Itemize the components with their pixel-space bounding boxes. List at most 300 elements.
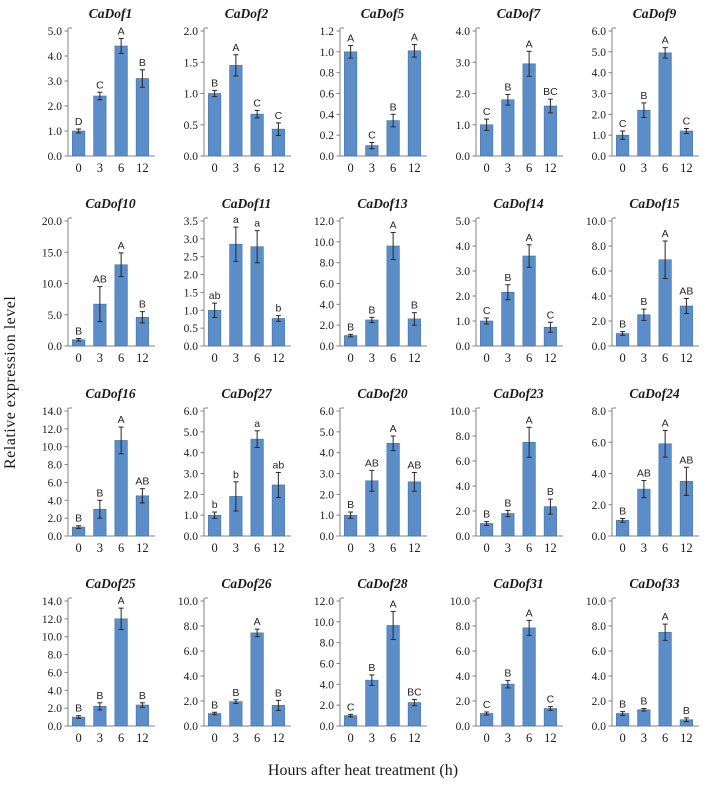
y-tick-label: 2.0 <box>47 101 62 113</box>
x-tick-label: 6 <box>662 541 669 555</box>
y-tick-label: 10.0 <box>41 441 62 454</box>
x-tick-label: 0 <box>75 161 82 175</box>
x-tick-label: 6 <box>390 351 397 365</box>
x-tick-label: 3 <box>368 731 375 745</box>
y-tick-label: 0.5 <box>183 119 198 132</box>
x-axis-label: Hours after heat treatment (h) <box>267 762 459 779</box>
x-tick-label: 3 <box>640 541 647 555</box>
x-tick-label: 12 <box>272 351 285 365</box>
y-tick-label: 2.0 <box>183 696 198 708</box>
y-tick-label: 1.0 <box>183 305 198 318</box>
bar <box>659 53 672 156</box>
x-tick-label: 6 <box>254 161 261 175</box>
bar <box>480 321 493 346</box>
bar <box>387 443 400 536</box>
bar <box>272 319 285 347</box>
chart-title: CaDof13 <box>357 196 408 211</box>
chart-title: CaDof20 <box>357 386 408 401</box>
chart-title: CaDof33 <box>629 576 680 591</box>
y-tick-label: 2.0 <box>591 109 606 122</box>
y-tick-label: 0.0 <box>319 531 334 543</box>
y-tick-label: 2.0 <box>183 489 198 502</box>
bar <box>251 114 264 156</box>
chart-title: CaDof1 <box>88 6 133 21</box>
sig-letter: B <box>640 89 648 102</box>
x-tick-label: 0 <box>483 161 490 175</box>
y-tick-label: 1.0 <box>319 510 334 523</box>
chart-title: CaDof16 <box>85 386 136 401</box>
x-tick-label: 6 <box>526 541 533 555</box>
sig-letter: A <box>661 611 669 624</box>
bar <box>115 619 128 726</box>
x-tick-label: 0 <box>211 161 218 175</box>
sig-letter: B <box>389 101 397 114</box>
chart-title: CaDof25 <box>85 576 136 591</box>
sig-letter: b <box>232 468 239 481</box>
y-tick-label: 3.0 <box>455 266 470 278</box>
chart-title: CaDof24 <box>629 386 680 401</box>
sig-letter: b <box>275 302 282 315</box>
sig-letter: AB <box>364 457 379 470</box>
x-tick-label: 6 <box>526 731 533 745</box>
sig-letter: A <box>117 25 125 38</box>
bar <box>680 131 693 156</box>
y-tick-label: 10.0 <box>449 596 470 608</box>
x-tick-label: 0 <box>75 351 82 365</box>
sig-letter: B <box>211 699 219 712</box>
y-tick-label: 3.0 <box>591 88 606 101</box>
x-tick-label: 6 <box>254 731 261 745</box>
y-tick-label: 4.0 <box>319 299 334 312</box>
y-tick-label: 4.0 <box>319 679 334 692</box>
y-tick-label: 0.0 <box>591 151 606 163</box>
bar <box>523 256 536 346</box>
sig-letter: ab <box>272 459 285 472</box>
subplot-CaDof31 <box>430 574 566 760</box>
sig-letter: A <box>525 414 533 427</box>
sig-letter: C <box>482 699 491 711</box>
sig-letter: a <box>232 214 239 227</box>
bar <box>544 709 557 727</box>
y-tick-label: 3.0 <box>319 468 334 481</box>
sig-letter: A <box>389 423 397 435</box>
y-tick-label: 0.0 <box>183 151 198 163</box>
y-tick-label: 1.0 <box>183 510 198 523</box>
subplot-CaDof1 <box>22 4 158 190</box>
y-tick-label: 4.0 <box>591 67 606 80</box>
y-tick-label: 0.4 <box>319 109 334 122</box>
x-tick-label: 12 <box>680 161 693 175</box>
y-tick-label: 6.0 <box>591 266 606 278</box>
sig-letter: b <box>211 499 218 512</box>
subplot-CaDof10 <box>22 194 158 380</box>
sig-letter: B <box>410 299 418 312</box>
x-tick-label: 12 <box>544 541 557 555</box>
x-tick-label: 12 <box>544 351 557 365</box>
x-tick-label: 3 <box>232 731 239 745</box>
bar <box>502 684 515 726</box>
x-tick-label: 6 <box>254 351 261 365</box>
bar <box>230 65 243 156</box>
subplot-CaDof15 <box>566 194 702 380</box>
x-tick-label: 3 <box>504 731 511 745</box>
y-tick-label: 15.0 <box>41 247 62 260</box>
y-tick-label: 4.0 <box>591 671 606 683</box>
y-tick-label: 6.0 <box>319 406 334 418</box>
y-tick-label: 1.5 <box>183 57 198 70</box>
sig-letter: C <box>368 129 376 142</box>
y-tick-label: 8.0 <box>591 621 606 633</box>
x-tick-label: 12 <box>136 731 149 745</box>
subplot-CaDof14 <box>430 194 566 380</box>
y-tick-label: 1.0 <box>591 130 606 143</box>
sig-letter: AB <box>92 273 107 286</box>
y-axis-label: Relative expression level <box>2 295 19 469</box>
y-tick-label: 8.0 <box>183 621 198 633</box>
bar <box>251 439 264 536</box>
chart-title: CaDof14 <box>493 196 544 211</box>
x-tick-label: 0 <box>619 351 626 365</box>
x-tick-label: 3 <box>368 161 375 175</box>
sig-letter: C <box>482 106 491 119</box>
y-tick-label: 0.0 <box>47 151 62 163</box>
sig-letter: C <box>618 118 627 130</box>
y-tick-label: 2.0 <box>183 26 198 38</box>
y-tick-label: 4.0 <box>47 51 62 63</box>
x-tick-label: 3 <box>504 351 511 365</box>
y-tick-label: 0.0 <box>591 531 606 543</box>
y-tick-label: 2.0 <box>591 499 606 512</box>
sig-letter: B <box>138 298 146 311</box>
y-tick-label: 4.0 <box>47 495 62 508</box>
x-tick-label: 0 <box>347 731 354 745</box>
y-tick-label: 0.0 <box>183 721 198 733</box>
sig-letter: B <box>368 661 376 674</box>
x-tick-label: 0 <box>483 731 490 745</box>
y-tick-label: 10.0 <box>449 406 470 418</box>
subplot-CaDof7 <box>430 4 566 190</box>
y-tick-label: 8.0 <box>319 257 334 270</box>
sig-letter: B <box>232 686 240 699</box>
x-tick-label: 6 <box>254 541 261 555</box>
x-tick-label: 3 <box>96 541 103 555</box>
x-tick-label: 12 <box>408 161 421 175</box>
x-tick-label: 0 <box>347 351 354 365</box>
x-tick-label: 0 <box>619 731 626 745</box>
bar <box>136 79 149 157</box>
bar <box>387 246 400 346</box>
y-tick-label: 14.0 <box>41 596 62 608</box>
x-tick-label: 6 <box>662 351 669 365</box>
x-tick-label: 12 <box>544 161 557 175</box>
sig-letter: A <box>525 38 533 51</box>
x-tick-label: 0 <box>75 541 82 555</box>
y-tick-label: 5.0 <box>47 309 62 322</box>
sig-letter: B <box>640 695 648 708</box>
y-tick-label: 12.0 <box>41 613 62 626</box>
bar <box>366 320 379 346</box>
subplot-CaDof13 <box>294 194 430 380</box>
y-tick-label: 12.0 <box>313 596 334 608</box>
x-tick-label: 6 <box>662 731 669 745</box>
sig-letter: B <box>138 56 146 69</box>
bar <box>638 710 651 726</box>
chart-title: CaDof23 <box>493 386 544 401</box>
y-tick-label: 6.0 <box>455 456 470 468</box>
bar <box>523 64 536 156</box>
sig-letter: C <box>546 693 555 706</box>
subplot-CaDof11 <box>158 194 294 380</box>
chart-title: CaDof2 <box>224 6 269 21</box>
bar <box>251 633 264 726</box>
y-tick-label: 6.0 <box>183 406 198 418</box>
x-tick-label: 3 <box>232 161 239 175</box>
y-tick-label: 6.0 <box>591 437 606 450</box>
x-tick-label: 12 <box>408 731 421 745</box>
y-tick-label: 4.0 <box>455 241 470 253</box>
y-tick-label: 2.0 <box>591 316 606 328</box>
x-tick-label: 12 <box>680 541 693 555</box>
y-tick-label: 2.5 <box>183 251 198 264</box>
y-tick-label: 0.0 <box>47 721 62 733</box>
chart-title: CaDof28 <box>357 576 408 591</box>
bar <box>523 628 536 726</box>
y-tick-label: 0.6 <box>319 88 334 101</box>
subplot-CaDof9 <box>566 4 702 190</box>
y-tick-label: 4.0 <box>47 685 62 698</box>
y-tick-label: 1.0 <box>319 46 334 59</box>
y-tick-label: 6.0 <box>319 278 334 291</box>
x-tick-label: 3 <box>368 541 375 555</box>
x-tick-label: 12 <box>272 541 285 555</box>
sig-letter: C <box>482 305 491 317</box>
y-tick-label: 5.0 <box>47 26 62 38</box>
subplot-CaDof25 <box>22 574 158 760</box>
y-tick-label: 4.0 <box>183 671 198 683</box>
chart-title: CaDof26 <box>221 576 272 591</box>
y-tick-label: 0.0 <box>183 341 198 353</box>
x-tick-label: 6 <box>526 351 533 365</box>
y-tick-label: 14.0 <box>41 406 62 418</box>
y-tick-label: 10.0 <box>177 596 198 608</box>
sig-letter: B <box>483 508 491 521</box>
chart-title: CaDof9 <box>632 6 677 21</box>
bar <box>408 51 421 156</box>
x-tick-label: 0 <box>347 161 354 175</box>
x-tick-label: 3 <box>504 161 511 175</box>
chart-title: CaDof31 <box>493 576 544 591</box>
bar <box>544 106 557 156</box>
y-tick-label: 12.0 <box>41 423 62 436</box>
x-tick-label: 12 <box>272 161 285 175</box>
bar <box>366 680 379 726</box>
sig-letter: B <box>96 487 104 500</box>
x-tick-label: 6 <box>390 541 397 555</box>
y-tick-label: 10.0 <box>313 616 334 629</box>
y-tick-label: 20.0 <box>41 216 62 228</box>
x-tick-label: 3 <box>640 731 647 745</box>
y-tick-label: 0.5 <box>183 323 198 336</box>
sig-letter: C <box>546 309 555 322</box>
bar <box>659 444 672 536</box>
x-tick-label: 3 <box>96 161 103 175</box>
sig-letter: B <box>211 77 219 90</box>
x-tick-label: 3 <box>504 541 511 555</box>
sig-letter: A <box>117 595 125 608</box>
sig-letter: B <box>504 271 512 284</box>
y-tick-label: 4.0 <box>455 671 470 683</box>
x-tick-label: 12 <box>272 731 285 745</box>
sig-letter: B <box>619 505 627 518</box>
sig-letter: A <box>525 607 533 620</box>
sig-letter: A <box>661 228 669 240</box>
sig-letter: B <box>504 81 512 94</box>
sig-letter: B <box>640 296 648 309</box>
subplot-CaDof27 <box>158 384 294 570</box>
chart-title: CaDof7 <box>496 6 541 21</box>
sig-letter: D <box>74 116 83 128</box>
y-tick-label: 10.0 <box>585 216 606 228</box>
y-tick-label: 0.0 <box>319 341 334 353</box>
y-tick-label: 0.0 <box>183 531 198 543</box>
y-tick-label: 6.0 <box>455 646 470 658</box>
sig-letter: A <box>117 414 125 427</box>
x-tick-label: 0 <box>483 351 490 365</box>
y-tick-label: 2.0 <box>455 88 470 101</box>
y-tick-label: 10.0 <box>585 596 606 608</box>
sig-letter: C <box>274 109 283 122</box>
y-tick-label: 10.0 <box>41 631 62 644</box>
sig-letter: BC <box>543 86 558 99</box>
x-tick-label: 6 <box>118 541 125 555</box>
sig-letter: C <box>96 79 104 92</box>
x-tick-label: 0 <box>75 731 82 745</box>
bar <box>230 702 243 726</box>
y-tick-label: 6.0 <box>47 667 62 680</box>
sig-letter: A <box>117 239 125 252</box>
sig-letter: B <box>682 704 690 717</box>
subplot-CaDof16 <box>22 384 158 570</box>
x-tick-label: 12 <box>680 731 693 745</box>
subplot-CaDof33 <box>566 574 702 760</box>
sig-letter: B <box>138 689 146 702</box>
sig-letter: AB <box>679 454 694 467</box>
sig-letter: C <box>253 97 261 110</box>
sig-letter: B <box>75 512 83 525</box>
x-tick-label: 3 <box>232 351 239 365</box>
x-tick-label: 0 <box>211 541 218 555</box>
bar <box>344 52 357 156</box>
x-tick-label: 0 <box>211 351 218 365</box>
y-tick-label: 6.0 <box>47 477 62 490</box>
sig-letter: ab <box>208 290 221 303</box>
y-tick-label: 5.0 <box>183 426 198 439</box>
y-tick-label: 2.0 <box>47 703 62 716</box>
sig-letter: B <box>619 318 627 331</box>
y-tick-label: 4.0 <box>591 468 606 481</box>
x-tick-label: 3 <box>96 351 103 365</box>
y-tick-label: 8.0 <box>47 649 62 662</box>
sig-letter: B <box>347 499 355 512</box>
chart-title: CaDof11 <box>221 196 272 211</box>
sig-letter: AB <box>636 467 651 480</box>
y-tick-label: 8.0 <box>591 406 606 418</box>
x-tick-label: 6 <box>662 161 669 175</box>
y-tick-label: 0.2 <box>319 130 334 143</box>
y-tick-label: 1.5 <box>183 287 198 300</box>
y-tick-label: 8.0 <box>47 459 62 472</box>
sig-letter: B <box>368 304 376 317</box>
x-tick-label: 3 <box>232 541 239 555</box>
bar <box>208 714 221 727</box>
y-tick-label: 6.0 <box>319 658 334 671</box>
y-tick-label: 2.0 <box>591 696 606 708</box>
y-tick-label: 3.0 <box>183 468 198 481</box>
subplot-CaDof24 <box>566 384 702 570</box>
bar <box>387 625 400 726</box>
y-tick-label: 0.0 <box>455 721 470 733</box>
y-tick-label: 3.5 <box>183 216 198 228</box>
sig-letter: a <box>254 217 261 230</box>
subplot-CaDof20 <box>294 384 430 570</box>
y-tick-label: 4.0 <box>183 447 198 460</box>
chart-grid <box>22 4 704 764</box>
y-tick-label: 2.0 <box>47 513 62 526</box>
sig-letter: AB <box>407 459 422 472</box>
y-tick-label: 0.0 <box>591 341 606 353</box>
subplot-CaDof26 <box>158 574 294 760</box>
y-tick-label: 0.8 <box>319 67 334 80</box>
sig-letter: A <box>253 616 261 629</box>
y-tick-label: 2.0 <box>319 700 334 713</box>
y-tick-label: 0.0 <box>47 341 62 353</box>
y-tick-label: 2.0 <box>319 320 334 333</box>
bar <box>136 705 149 726</box>
y-tick-label: 10.0 <box>41 278 62 291</box>
sig-letter: A <box>410 31 418 44</box>
y-tick-label: 0.0 <box>455 151 470 163</box>
sig-letter: B <box>546 486 554 499</box>
subplot-CaDof23 <box>430 384 566 570</box>
sig-letter: B <box>347 321 355 334</box>
y-tick-label: 8.0 <box>455 621 470 633</box>
y-tick-label: 2.0 <box>455 506 470 518</box>
sig-letter: C <box>346 701 355 714</box>
chart-title: CaDof15 <box>629 196 680 211</box>
bar <box>502 100 515 156</box>
x-tick-label: 12 <box>136 351 149 365</box>
bar <box>208 94 221 157</box>
sig-letter: A <box>389 219 397 232</box>
y-tick-label: 0.0 <box>47 531 62 543</box>
x-tick-label: 0 <box>347 541 354 555</box>
y-tick-label: 6.0 <box>591 646 606 658</box>
y-tick-label: 4.0 <box>455 26 470 38</box>
bar <box>115 46 128 156</box>
sig-letter: A <box>232 41 240 54</box>
x-tick-label: 0 <box>619 161 626 175</box>
subplot-CaDof2 <box>158 4 294 190</box>
y-tick-label: 1.0 <box>47 126 62 138</box>
y-tick-label: 4.0 <box>319 447 334 460</box>
sig-letter: B <box>75 702 83 715</box>
y-tick-label: 8.0 <box>319 637 334 650</box>
y-tick-label: 1.2 <box>319 26 334 38</box>
sig-letter: A <box>661 34 669 47</box>
sig-letter: B <box>504 667 512 680</box>
chart-title: CaDof27 <box>221 386 272 401</box>
y-tick-label: 4.0 <box>455 481 470 493</box>
